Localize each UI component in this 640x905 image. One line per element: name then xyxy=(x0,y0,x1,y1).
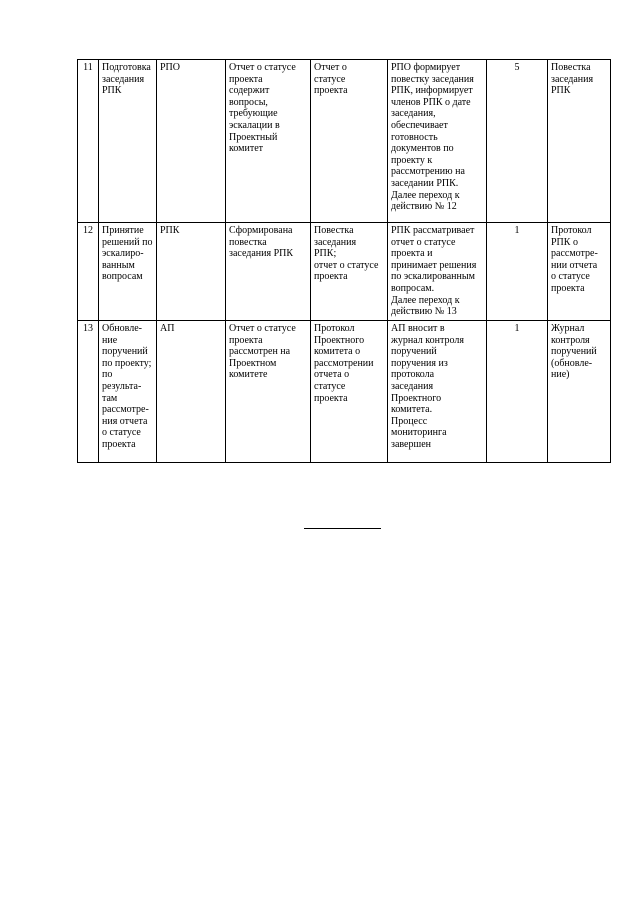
action-name-line: вопросам xyxy=(102,271,143,283)
action-name-line: ние xyxy=(102,334,118,346)
result-line: ние) xyxy=(551,369,570,381)
action-name-line: заседания xyxy=(102,73,145,85)
input-documents-line: проекта xyxy=(314,85,348,97)
result-line: Журнал xyxy=(551,323,585,334)
action-description-line: проекту к xyxy=(391,154,433,166)
input-documents-line: заседания xyxy=(314,236,357,248)
action-name-line: результа- xyxy=(102,380,142,392)
result-line: нии отчета xyxy=(551,259,598,271)
action-description-line: протокола xyxy=(391,369,435,381)
input-documents-line: рассмотрении xyxy=(314,357,374,369)
table-row xyxy=(78,60,611,223)
start-condition-line: Проектном xyxy=(229,357,277,369)
action-description-line: РПК рассматривает xyxy=(391,225,475,236)
action-description-line: проекта и xyxy=(391,248,433,260)
action-name-line: Принятие xyxy=(102,225,144,236)
input-documents-line: отчет о статусе xyxy=(314,259,379,271)
start-condition-line: содержит xyxy=(229,85,270,97)
action-description-line: Проектного xyxy=(391,392,442,404)
result-line: о статусе xyxy=(551,271,590,283)
duration-cell: 1 xyxy=(487,321,548,463)
input-documents-line: статусе xyxy=(314,380,346,392)
input-documents-cell xyxy=(311,321,388,463)
step-number-cell: 12 xyxy=(78,223,99,321)
actor-cell: РПО xyxy=(157,60,226,223)
step-number-cell: 11 xyxy=(78,60,99,223)
start-condition-cell xyxy=(226,321,311,463)
action-description-line: повестку заседания xyxy=(391,73,474,85)
result-line: заседания xyxy=(551,73,594,85)
action-name-line: ванным xyxy=(102,259,135,271)
action-description-line: АП вносит в xyxy=(391,323,445,334)
action-name-line: ния отчета xyxy=(102,415,148,427)
action-description-line: отчет о статусе xyxy=(391,236,456,248)
action-description-line: поручения из xyxy=(391,357,448,369)
step-number-cell: 13 xyxy=(78,321,99,463)
input-documents-line: Проектного xyxy=(314,334,365,346)
input-documents-line: РПК; xyxy=(314,248,337,260)
action-name-line: решений по xyxy=(102,236,153,248)
start-condition-line: вопросы, xyxy=(229,96,268,108)
result-cell xyxy=(548,321,611,463)
action-description-line: завершен xyxy=(391,438,431,450)
result-line: РПК xyxy=(551,85,571,97)
input-documents-line: Отчет о xyxy=(314,62,347,73)
start-condition-line: эскалации в xyxy=(229,119,280,131)
action-description-line: РПО формирует xyxy=(391,62,461,73)
start-condition-cell xyxy=(226,223,311,321)
action-description-line: Процесс xyxy=(391,415,428,427)
actor-cell: РПК xyxy=(157,223,226,321)
process-table-body xyxy=(78,60,611,463)
result-cell xyxy=(548,223,611,321)
start-condition-line: комитете xyxy=(229,369,268,381)
action-description-line: заседании РПК. xyxy=(391,177,459,189)
start-condition-line: проекта xyxy=(229,334,263,346)
action-name-line: эскалиро- xyxy=(102,248,144,260)
start-condition-cell xyxy=(226,60,311,223)
result-line: Повестка xyxy=(551,62,591,73)
start-condition-line: повестка xyxy=(229,236,267,248)
start-condition-line: Сформирована xyxy=(229,225,293,236)
action-description-line: по эскалированным xyxy=(391,271,475,283)
action-name-line: Обновле- xyxy=(102,323,143,334)
action-description-line: Далее переход к xyxy=(391,189,460,201)
input-documents-line: статусе xyxy=(314,73,346,85)
action-description-line: действию № 13 xyxy=(391,306,457,318)
input-documents-line: комитета о xyxy=(314,346,361,358)
duration-cell: 1 xyxy=(487,223,548,321)
table-row xyxy=(78,223,611,321)
action-description-line: комитета. xyxy=(391,404,433,416)
action-description-line: мониторинга xyxy=(391,427,447,439)
input-documents-line: отчета о xyxy=(314,369,350,381)
action-name-line: рассмотре- xyxy=(102,404,149,416)
input-documents-line: Повестка xyxy=(314,225,354,236)
action-name-line: Подготовка xyxy=(102,62,151,73)
action-description-line: РПК, информирует xyxy=(391,85,473,97)
start-condition-line: проекта xyxy=(229,73,263,85)
action-description-line: журнал контроля xyxy=(391,334,464,346)
result-line: проекта xyxy=(551,282,585,294)
action-description-line: действию № 12 xyxy=(391,201,457,213)
start-condition-line: требующие xyxy=(229,108,278,120)
action-description-line: вопросам. xyxy=(391,282,435,294)
duration-cell: 5 xyxy=(487,60,548,223)
action-description-line: рассмотрению на xyxy=(391,166,465,178)
result-cell xyxy=(548,60,611,223)
table-row xyxy=(78,321,611,463)
action-description-line: Далее переход к xyxy=(391,294,460,306)
action-description-line: документов по xyxy=(391,143,454,155)
start-condition-line: Отчет о статусе xyxy=(229,62,296,73)
start-condition-line: комитет xyxy=(229,143,264,155)
result-line: РПК о xyxy=(551,236,578,248)
input-documents-cell xyxy=(311,223,388,321)
action-description-cell xyxy=(388,60,487,223)
result-line: Протокол xyxy=(551,225,592,236)
action-name-cell xyxy=(99,223,157,321)
process-table xyxy=(77,59,611,463)
input-documents-cell xyxy=(311,60,388,223)
action-description-line: готовность xyxy=(391,131,438,143)
action-description-cell xyxy=(388,321,487,463)
result-line: контроля xyxy=(551,334,590,346)
action-description-line: принимает решения xyxy=(391,259,477,271)
start-condition-line: Отчет о статусе xyxy=(229,323,296,334)
end-divider-line xyxy=(304,528,381,529)
result-line: рассмотре- xyxy=(551,248,598,260)
action-name-cell xyxy=(99,321,157,463)
result-line: поручений xyxy=(551,346,597,358)
action-description-cell xyxy=(388,223,487,321)
action-name-line: проекта xyxy=(102,438,136,450)
start-condition-line: заседания РПК xyxy=(229,248,294,260)
action-description-line: обеспечивает xyxy=(391,119,448,131)
action-name-line: поручений xyxy=(102,346,148,358)
action-name-line: там xyxy=(102,392,118,404)
action-name-line: о статусе xyxy=(102,427,141,439)
start-condition-line: рассмотрен на xyxy=(229,346,291,358)
action-name-line: по проекту; xyxy=(102,357,152,369)
input-documents-line: проекта xyxy=(314,392,348,404)
start-condition-line: Проектный xyxy=(229,131,278,143)
action-description-line: поручений xyxy=(391,346,437,358)
action-description-line: заседания, xyxy=(391,108,436,120)
action-description-line: заседания xyxy=(391,380,434,392)
action-name-cell xyxy=(99,60,157,223)
action-name-line: по xyxy=(102,369,113,381)
action-description-line: членов РПК о дате xyxy=(391,96,471,108)
action-name-line: РПК xyxy=(102,85,122,97)
input-documents-line: проекта xyxy=(314,271,348,283)
input-documents-line: Протокол xyxy=(314,323,355,334)
actor-cell: АП xyxy=(157,321,226,463)
result-line: (обновле- xyxy=(551,357,593,369)
